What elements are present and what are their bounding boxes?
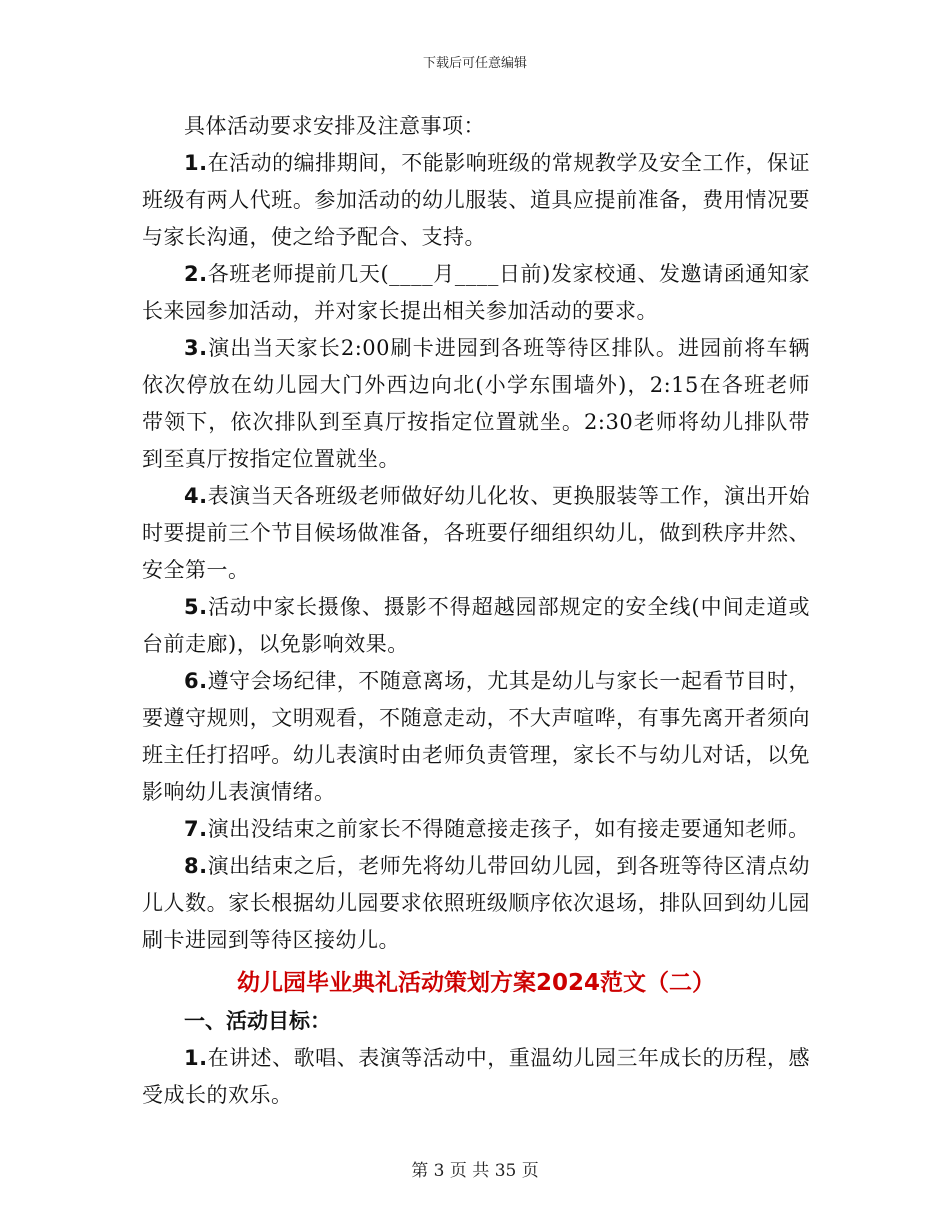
item-number: 4. — [184, 484, 208, 508]
page-footer: 第 3 页 共 35 页 — [411, 1161, 539, 1181]
list-item-1 — [142, 145, 810, 256]
item-text: 在讲述、歌唱、表演等活动中，重温幼儿园三年成长的历程，感受成长的欢乐。 — [142, 1046, 810, 1107]
item-text: 演出当天家长2:00刷卡进园到各班等待区排队。进园前将车辆依次停放在幼儿园大门外西边向北(小学东围墙外)，2:15在各班老师带领下，依次排队到至真厅按指定位置就坐。2:30老师将幼儿排队带到至真厅按指定位置就坐。 — [142, 336, 810, 471]
item-text: 表演当天各班级老师做好幼儿化妆、更换服装等工作，演出开始时要提前三个节目候场做准备，各班要仔细组织幼儿，做到秩序井然、安全第一。 — [142, 484, 810, 582]
item-number: 1. — [184, 151, 208, 175]
section-title: 幼儿园毕业典礼活动策划方案2024范文（二） — [236, 970, 715, 996]
section-heading: 一、活动目标： — [184, 1009, 331, 1033]
list-item-4 — [142, 478, 810, 589]
list-item-7 — [142, 811, 810, 848]
item-text: 各班老师提前几天(____月____日前)发家校通、发邀请函通知家长来园参加活动，并对家长提出相关参加活动的要求。 — [142, 262, 810, 323]
list-item-6 — [142, 663, 810, 811]
goal-item-1 — [142, 1040, 810, 1114]
item-text: 在活动的编排期间，不能影响班级的常规教学及安全工作，保证班级有两人代班。参加活动的幼儿服装、道具应提前准备，费用情况要与家长沟通，使之给予配合、支持。 — [142, 151, 810, 249]
item-number: 5. — [184, 595, 208, 619]
item-text: 遵守会场纪律，不随意离场，尤其是幼儿与家长一起看节目时，要遵守规则，文明观看，不随意走动，不大声喧哗，有事先离开者须向班主任打招呼。幼儿表演时由老师负责管理，家长不与幼儿对话，以免影响幼儿表演情绪。 — [142, 669, 810, 804]
item-number: 7. — [184, 817, 208, 841]
page-header: 下载后可任意编辑 — [422, 56, 527, 71]
document-body — [142, 108, 810, 1114]
item-text: 活动中家长摄像、摄影不得超越园部规定的安全线(中间走道或台前走廊)，以免影响效果。 — [142, 595, 810, 656]
list-item-8 — [142, 848, 810, 959]
item-text: 演出结束之后，老师先将幼儿带回幼儿园，到各班等待区清点幼儿人数。家长根据幼儿园要求依照班级顺序依次退场，排队回到幼儿园刷卡进园到等待区接幼儿。 — [142, 854, 810, 952]
item-text: 演出没结束之前家长不得随意接走孩子，如有接走要通知老师。 — [207, 817, 810, 841]
item-number: 8. — [184, 854, 208, 878]
item-number: 1. — [184, 1046, 208, 1070]
intro-paragraph: 具体活动要求安排及注意事项： — [184, 114, 485, 138]
list-item-5 — [142, 589, 810, 663]
item-number: 3. — [184, 336, 208, 360]
item-number: 6. — [184, 669, 208, 693]
list-item-3 — [142, 330, 810, 478]
item-number: 2. — [184, 262, 208, 286]
list-item-2 — [142, 256, 810, 330]
